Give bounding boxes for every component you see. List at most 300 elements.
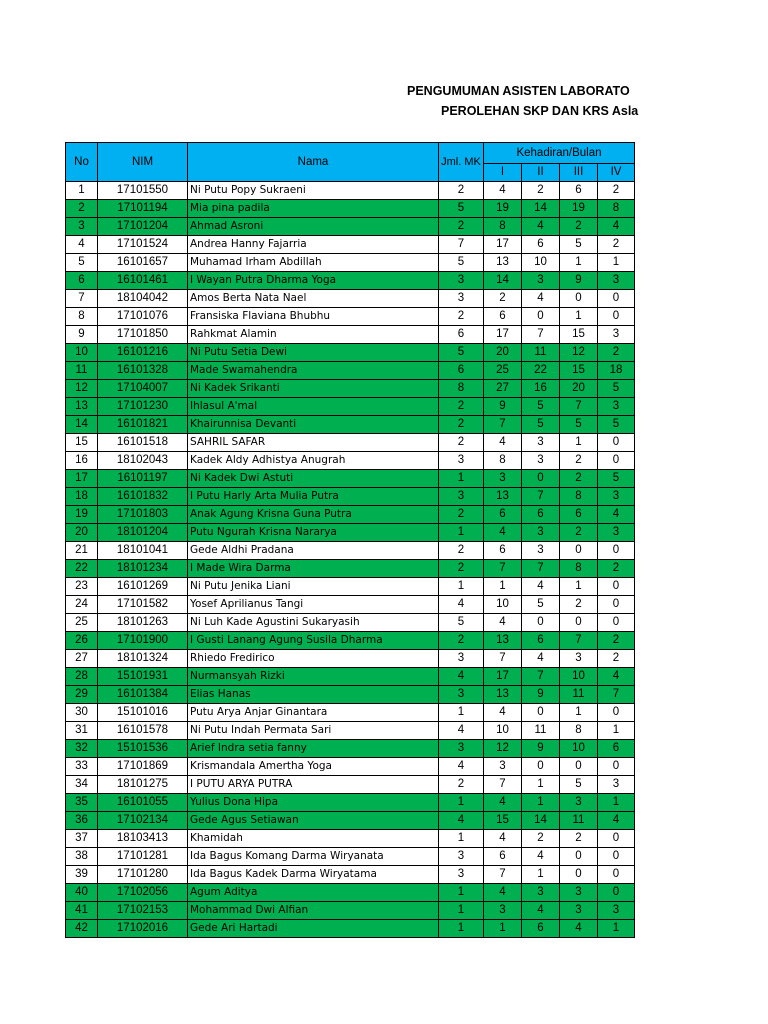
cell-month-4: 0 xyxy=(598,542,635,560)
cell-nim: 17101280 xyxy=(98,866,188,884)
cell-nama: Ni Putu Popy Sukraeni xyxy=(188,182,439,200)
cell-month-2: 22 xyxy=(522,362,560,380)
cell-jml-mk: 3 xyxy=(439,686,484,704)
cell-jml-mk: 6 xyxy=(439,362,484,380)
cell-nim: 16101328 xyxy=(98,362,188,380)
cell-month-2: 0 xyxy=(522,470,560,488)
table-row xyxy=(66,236,635,254)
cell-nama: Krismandala Amertha Yoga xyxy=(188,758,439,776)
table-row xyxy=(66,848,635,866)
table-row xyxy=(66,398,635,416)
cell-no: 33 xyxy=(66,758,98,776)
cell-month-3: 0 xyxy=(560,758,598,776)
cell-nim: 17101803 xyxy=(98,506,188,524)
header-jml-mk: Jml. MK xyxy=(439,143,484,182)
cell-month-2: 0 xyxy=(522,308,560,326)
cell-nim: 17101076 xyxy=(98,308,188,326)
table-row xyxy=(66,488,635,506)
cell-nim: 18103413 xyxy=(98,830,188,848)
cell-no: 15 xyxy=(66,434,98,452)
cell-jml-mk: 5 xyxy=(439,344,484,362)
cell-nama: Khamidah xyxy=(188,830,439,848)
cell-nama: Amos Berta Nata Nael xyxy=(188,290,439,308)
cell-month-1: 4 xyxy=(484,614,522,632)
cell-month-1: 4 xyxy=(484,884,522,902)
cell-month-4: 3 xyxy=(598,902,635,920)
cell-month-3: 8 xyxy=(560,722,598,740)
cell-month-1: 10 xyxy=(484,596,522,614)
cell-nama: Made Swamahendra xyxy=(188,362,439,380)
cell-month-3: 19 xyxy=(560,200,598,218)
page-subtitle: PEROLEHAN SKP DAN KRS Asla xyxy=(441,104,639,118)
cell-month-3: 15 xyxy=(560,362,598,380)
cell-jml-mk: 1 xyxy=(439,920,484,938)
cell-no: 21 xyxy=(66,542,98,560)
cell-month-2: 4 xyxy=(522,290,560,308)
table-row xyxy=(66,686,635,704)
cell-jml-mk: 2 xyxy=(439,416,484,434)
cell-month-1: 6 xyxy=(484,506,522,524)
cell-nim: 15101931 xyxy=(98,668,188,686)
cell-nim: 18101234 xyxy=(98,560,188,578)
cell-nama: Muhamad Irham Abdillah xyxy=(188,254,439,272)
cell-nama: Elias Hanas xyxy=(188,686,439,704)
cell-nim: 16101055 xyxy=(98,794,188,812)
cell-jml-mk: 1 xyxy=(439,578,484,596)
table-row xyxy=(66,596,635,614)
cell-nama: Ida Bagus Komang Darma Wiryanata xyxy=(188,848,439,866)
cell-month-3: 1 xyxy=(560,254,598,272)
cell-month-1: 7 xyxy=(484,416,522,434)
cell-month-4: 0 xyxy=(598,614,635,632)
cell-month-3: 3 xyxy=(560,794,598,812)
cell-month-2: 0 xyxy=(522,614,560,632)
cell-month-1: 7 xyxy=(484,650,522,668)
cell-month-3: 1 xyxy=(560,434,598,452)
cell-jml-mk: 4 xyxy=(439,722,484,740)
cell-month-3: 0 xyxy=(560,542,598,560)
cell-jml-mk: 1 xyxy=(439,524,484,542)
cell-nama: Mia pina padila xyxy=(188,200,439,218)
cell-no: 12 xyxy=(66,380,98,398)
cell-month-3: 3 xyxy=(560,902,598,920)
header-month-3: III xyxy=(560,164,598,182)
cell-month-3: 11 xyxy=(560,812,598,830)
cell-no: 29 xyxy=(66,686,98,704)
cell-no: 7 xyxy=(66,290,98,308)
table-row xyxy=(66,560,635,578)
cell-nim: 16101269 xyxy=(98,578,188,596)
cell-nama: I PUTU ARYA PUTRA xyxy=(188,776,439,794)
cell-month-1: 4 xyxy=(484,524,522,542)
header-kehadiran: Kehadiran/Bulan xyxy=(484,143,635,164)
cell-nim: 17101582 xyxy=(98,596,188,614)
cell-month-1: 8 xyxy=(484,452,522,470)
cell-month-2: 4 xyxy=(522,578,560,596)
cell-month-4: 3 xyxy=(598,398,635,416)
cell-jml-mk: 1 xyxy=(439,884,484,902)
cell-month-4: 0 xyxy=(598,830,635,848)
cell-no: 42 xyxy=(66,920,98,938)
cell-month-1: 6 xyxy=(484,308,522,326)
cell-month-3: 2 xyxy=(560,452,598,470)
cell-jml-mk: 6 xyxy=(439,326,484,344)
cell-nama: Ni Putu Indah Permata Sari xyxy=(188,722,439,740)
cell-month-3: 11 xyxy=(560,686,598,704)
cell-month-2: 4 xyxy=(522,218,560,236)
cell-nim: 16101461 xyxy=(98,272,188,290)
cell-nim: 16101384 xyxy=(98,686,188,704)
cell-nim: 18101263 xyxy=(98,614,188,632)
cell-month-1: 9 xyxy=(484,398,522,416)
header-month-4: IV xyxy=(598,164,635,182)
cell-jml-mk: 8 xyxy=(439,380,484,398)
cell-month-2: 6 xyxy=(522,506,560,524)
cell-nama: I Made Wira Darma xyxy=(188,560,439,578)
table-row xyxy=(66,344,635,362)
cell-month-4: 3 xyxy=(598,524,635,542)
cell-month-4: 3 xyxy=(598,776,635,794)
cell-jml-mk: 3 xyxy=(439,272,484,290)
cell-nim: 17101204 xyxy=(98,218,188,236)
cell-no: 5 xyxy=(66,254,98,272)
cell-jml-mk: 2 xyxy=(439,308,484,326)
cell-nama: Rahkmat Alamin xyxy=(188,326,439,344)
cell-month-1: 17 xyxy=(484,326,522,344)
cell-month-3: 4 xyxy=(560,920,598,938)
cell-month-4: 0 xyxy=(598,866,635,884)
cell-month-4: 4 xyxy=(598,668,635,686)
cell-month-3: 0 xyxy=(560,614,598,632)
cell-month-4: 5 xyxy=(598,470,635,488)
cell-no: 14 xyxy=(66,416,98,434)
table-row xyxy=(66,650,635,668)
cell-nama: Agum Aditya xyxy=(188,884,439,902)
table-row xyxy=(66,290,635,308)
cell-month-2: 6 xyxy=(522,632,560,650)
cell-month-1: 1 xyxy=(484,578,522,596)
cell-no: 13 xyxy=(66,398,98,416)
cell-month-4: 7 xyxy=(598,686,635,704)
cell-jml-mk: 7 xyxy=(439,236,484,254)
cell-jml-mk: 2 xyxy=(439,218,484,236)
table-row xyxy=(66,812,635,830)
cell-no: 2 xyxy=(66,200,98,218)
cell-no: 23 xyxy=(66,578,98,596)
cell-no: 25 xyxy=(66,614,98,632)
cell-nim: 17101194 xyxy=(98,200,188,218)
cell-month-2: 3 xyxy=(522,884,560,902)
cell-nama: Ni Kadek Srikanti xyxy=(188,380,439,398)
cell-nama: Ida Bagus Kadek Darma Wiryatama xyxy=(188,866,439,884)
cell-nim: 15101536 xyxy=(98,740,188,758)
cell-nama: I Wayan Putra Dharma Yoga xyxy=(188,272,439,290)
cell-month-1: 3 xyxy=(484,758,522,776)
cell-no: 24 xyxy=(66,596,98,614)
cell-month-1: 15 xyxy=(484,812,522,830)
cell-month-1: 3 xyxy=(484,470,522,488)
cell-nama: Khairunnisa Devanti xyxy=(188,416,439,434)
cell-nim: 16101657 xyxy=(98,254,188,272)
cell-jml-mk: 3 xyxy=(439,290,484,308)
cell-month-4: 3 xyxy=(598,488,635,506)
cell-month-3: 5 xyxy=(560,236,598,254)
cell-month-4: 0 xyxy=(598,290,635,308)
cell-no: 30 xyxy=(66,704,98,722)
header-nama: Nama xyxy=(188,143,439,182)
table-row xyxy=(66,632,635,650)
cell-month-2: 0 xyxy=(522,758,560,776)
cell-nim: 17101550 xyxy=(98,182,188,200)
header-no: No xyxy=(66,143,98,182)
cell-nim: 16101821 xyxy=(98,416,188,434)
cell-month-4: 0 xyxy=(598,758,635,776)
cell-month-1: 4 xyxy=(484,830,522,848)
cell-month-1: 6 xyxy=(484,542,522,560)
cell-nim: 17102056 xyxy=(98,884,188,902)
cell-month-4: 18 xyxy=(598,362,635,380)
table-row xyxy=(66,362,635,380)
cell-jml-mk: 2 xyxy=(439,776,484,794)
cell-month-4: 2 xyxy=(598,560,635,578)
table-row xyxy=(66,578,635,596)
cell-nim: 18101204 xyxy=(98,524,188,542)
table-row xyxy=(66,794,635,812)
cell-nama: Ihlasul A'mal xyxy=(188,398,439,416)
cell-jml-mk: 1 xyxy=(439,704,484,722)
cell-month-2: 4 xyxy=(522,848,560,866)
cell-month-4: 4 xyxy=(598,812,635,830)
cell-no: 40 xyxy=(66,884,98,902)
cell-jml-mk: 4 xyxy=(439,812,484,830)
cell-month-4: 1 xyxy=(598,794,635,812)
cell-no: 37 xyxy=(66,830,98,848)
cell-month-1: 17 xyxy=(484,668,522,686)
cell-month-3: 8 xyxy=(560,560,598,578)
cell-month-2: 3 xyxy=(522,452,560,470)
cell-jml-mk: 1 xyxy=(439,470,484,488)
cell-nama: Fransiska Flaviana Bhubhu xyxy=(188,308,439,326)
cell-no: 16 xyxy=(66,452,98,470)
cell-month-2: 5 xyxy=(522,596,560,614)
cell-nama: Ahmad Asroni xyxy=(188,218,439,236)
cell-month-3: 7 xyxy=(560,398,598,416)
cell-month-2: 7 xyxy=(522,326,560,344)
cell-nim: 18102043 xyxy=(98,452,188,470)
cell-jml-mk: 4 xyxy=(439,758,484,776)
cell-month-2: 1 xyxy=(522,776,560,794)
cell-jml-mk: 2 xyxy=(439,398,484,416)
cell-month-2: 1 xyxy=(522,866,560,884)
cell-jml-mk: 5 xyxy=(439,200,484,218)
cell-month-1: 6 xyxy=(484,848,522,866)
cell-jml-mk: 1 xyxy=(439,902,484,920)
cell-jml-mk: 2 xyxy=(439,632,484,650)
table-row xyxy=(66,506,635,524)
table-row xyxy=(66,776,635,794)
cell-month-1: 4 xyxy=(484,434,522,452)
cell-month-3: 2 xyxy=(560,470,598,488)
cell-no: 19 xyxy=(66,506,98,524)
cell-no: 17 xyxy=(66,470,98,488)
cell-month-2: 3 xyxy=(522,434,560,452)
cell-month-3: 15 xyxy=(560,326,598,344)
cell-nama: Putu Ngurah Krisna Nararya xyxy=(188,524,439,542)
table-row xyxy=(66,758,635,776)
cell-month-3: 10 xyxy=(560,668,598,686)
cell-nama: Anak Agung Krisna Guna Putra xyxy=(188,506,439,524)
cell-no: 36 xyxy=(66,812,98,830)
cell-jml-mk: 4 xyxy=(439,668,484,686)
cell-month-2: 3 xyxy=(522,272,560,290)
table-row xyxy=(66,920,635,938)
table-row xyxy=(66,254,635,272)
cell-nama: Ni Putu Setia Dewi xyxy=(188,344,439,362)
cell-jml-mk: 3 xyxy=(439,488,484,506)
table-row xyxy=(66,470,635,488)
cell-month-4: 8 xyxy=(598,200,635,218)
cell-month-3: 20 xyxy=(560,380,598,398)
table-row xyxy=(66,380,635,398)
header-month-1: I xyxy=(484,164,522,182)
header-nim: NIM xyxy=(98,143,188,182)
cell-month-2: 7 xyxy=(522,560,560,578)
table-row xyxy=(66,182,635,200)
cell-month-2: 9 xyxy=(522,740,560,758)
cell-nama: Gede Ari Hartadi xyxy=(188,920,439,938)
table-body xyxy=(66,182,635,938)
cell-nim: 18101041 xyxy=(98,542,188,560)
cell-month-1: 19 xyxy=(484,200,522,218)
cell-nim: 18104042 xyxy=(98,290,188,308)
cell-nim: 17102153 xyxy=(98,902,188,920)
cell-month-1: 1 xyxy=(484,920,522,938)
cell-month-3: 5 xyxy=(560,776,598,794)
cell-month-1: 20 xyxy=(484,344,522,362)
cell-no: 20 xyxy=(66,524,98,542)
table-row xyxy=(66,434,635,452)
cell-no: 26 xyxy=(66,632,98,650)
table-row xyxy=(66,200,635,218)
cell-month-2: 3 xyxy=(522,542,560,560)
cell-month-3: 9 xyxy=(560,272,598,290)
cell-month-3: 7 xyxy=(560,632,598,650)
cell-month-4: 0 xyxy=(598,578,635,596)
cell-month-1: 13 xyxy=(484,632,522,650)
cell-month-4: 0 xyxy=(598,308,635,326)
table-row xyxy=(66,524,635,542)
table-row xyxy=(66,614,635,632)
cell-nim: 17101524 xyxy=(98,236,188,254)
cell-month-3: 12 xyxy=(560,344,598,362)
cell-month-2: 0 xyxy=(522,704,560,722)
cell-jml-mk: 2 xyxy=(439,182,484,200)
cell-month-2: 4 xyxy=(522,902,560,920)
cell-nama: Mohammad Dwi Alfian xyxy=(188,902,439,920)
cell-month-1: 13 xyxy=(484,488,522,506)
cell-nim: 17101869 xyxy=(98,758,188,776)
cell-no: 18 xyxy=(66,488,98,506)
table-row xyxy=(66,866,635,884)
cell-nama: Ni Luh Kade Agustini Sukaryasih xyxy=(188,614,439,632)
cell-month-4: 3 xyxy=(598,326,635,344)
cell-month-1: 8 xyxy=(484,218,522,236)
cell-nim: 17102016 xyxy=(98,920,188,938)
cell-no: 10 xyxy=(66,344,98,362)
cell-month-2: 2 xyxy=(522,182,560,200)
cell-month-4: 2 xyxy=(598,632,635,650)
cell-month-2: 11 xyxy=(522,722,560,740)
cell-jml-mk: 2 xyxy=(439,560,484,578)
cell-month-2: 9 xyxy=(522,686,560,704)
cell-month-2: 14 xyxy=(522,812,560,830)
cell-month-3: 3 xyxy=(560,884,598,902)
cell-nama: I Putu Harly Arta Mulia Putra xyxy=(188,488,439,506)
table-row xyxy=(66,326,635,344)
cell-month-1: 10 xyxy=(484,722,522,740)
table-row xyxy=(66,830,635,848)
cell-month-2: 7 xyxy=(522,488,560,506)
cell-nama: Rhiedo Fredirico xyxy=(188,650,439,668)
cell-nim: 16101197 xyxy=(98,470,188,488)
attendance-table xyxy=(65,142,635,938)
cell-no: 11 xyxy=(66,362,98,380)
cell-month-3: 1 xyxy=(560,704,598,722)
table-row xyxy=(66,308,635,326)
cell-month-2: 6 xyxy=(522,920,560,938)
cell-no: 3 xyxy=(66,218,98,236)
cell-no: 32 xyxy=(66,740,98,758)
table-row xyxy=(66,542,635,560)
cell-no: 22 xyxy=(66,560,98,578)
cell-month-4: 1 xyxy=(598,254,635,272)
page-title: PENGUMUMAN ASISTEN LABORATO xyxy=(407,84,630,98)
cell-nim: 17104007 xyxy=(98,380,188,398)
cell-nama: Gede Aldhi Pradana xyxy=(188,542,439,560)
cell-nim: 17101281 xyxy=(98,848,188,866)
cell-nim: 18101275 xyxy=(98,776,188,794)
cell-jml-mk: 2 xyxy=(439,434,484,452)
cell-month-3: 0 xyxy=(560,848,598,866)
cell-nim: 17101230 xyxy=(98,398,188,416)
cell-month-3: 1 xyxy=(560,578,598,596)
cell-no: 8 xyxy=(66,308,98,326)
cell-month-1: 4 xyxy=(484,794,522,812)
cell-month-2: 1 xyxy=(522,794,560,812)
cell-nama: Kadek Aldy Adhistya Anugrah xyxy=(188,452,439,470)
cell-no: 9 xyxy=(66,326,98,344)
cell-month-2: 6 xyxy=(522,236,560,254)
cell-jml-mk: 3 xyxy=(439,740,484,758)
cell-month-3: 2 xyxy=(560,596,598,614)
cell-jml-mk: 2 xyxy=(439,542,484,560)
cell-no: 6 xyxy=(66,272,98,290)
cell-nim: 16101578 xyxy=(98,722,188,740)
cell-no: 1 xyxy=(66,182,98,200)
cell-jml-mk: 5 xyxy=(439,254,484,272)
cell-nama: Gede Agus Setiawan xyxy=(188,812,439,830)
cell-month-4: 0 xyxy=(598,884,635,902)
table-row xyxy=(66,704,635,722)
cell-nim: 16101832 xyxy=(98,488,188,506)
cell-month-2: 16 xyxy=(522,380,560,398)
cell-month-4: 2 xyxy=(598,344,635,362)
cell-nama: Yosef Aprilianus Tangi xyxy=(188,596,439,614)
cell-month-3: 3 xyxy=(560,650,598,668)
cell-no: 41 xyxy=(66,902,98,920)
cell-nama: SAHRIL SAFAR xyxy=(188,434,439,452)
cell-month-4: 2 xyxy=(598,182,635,200)
